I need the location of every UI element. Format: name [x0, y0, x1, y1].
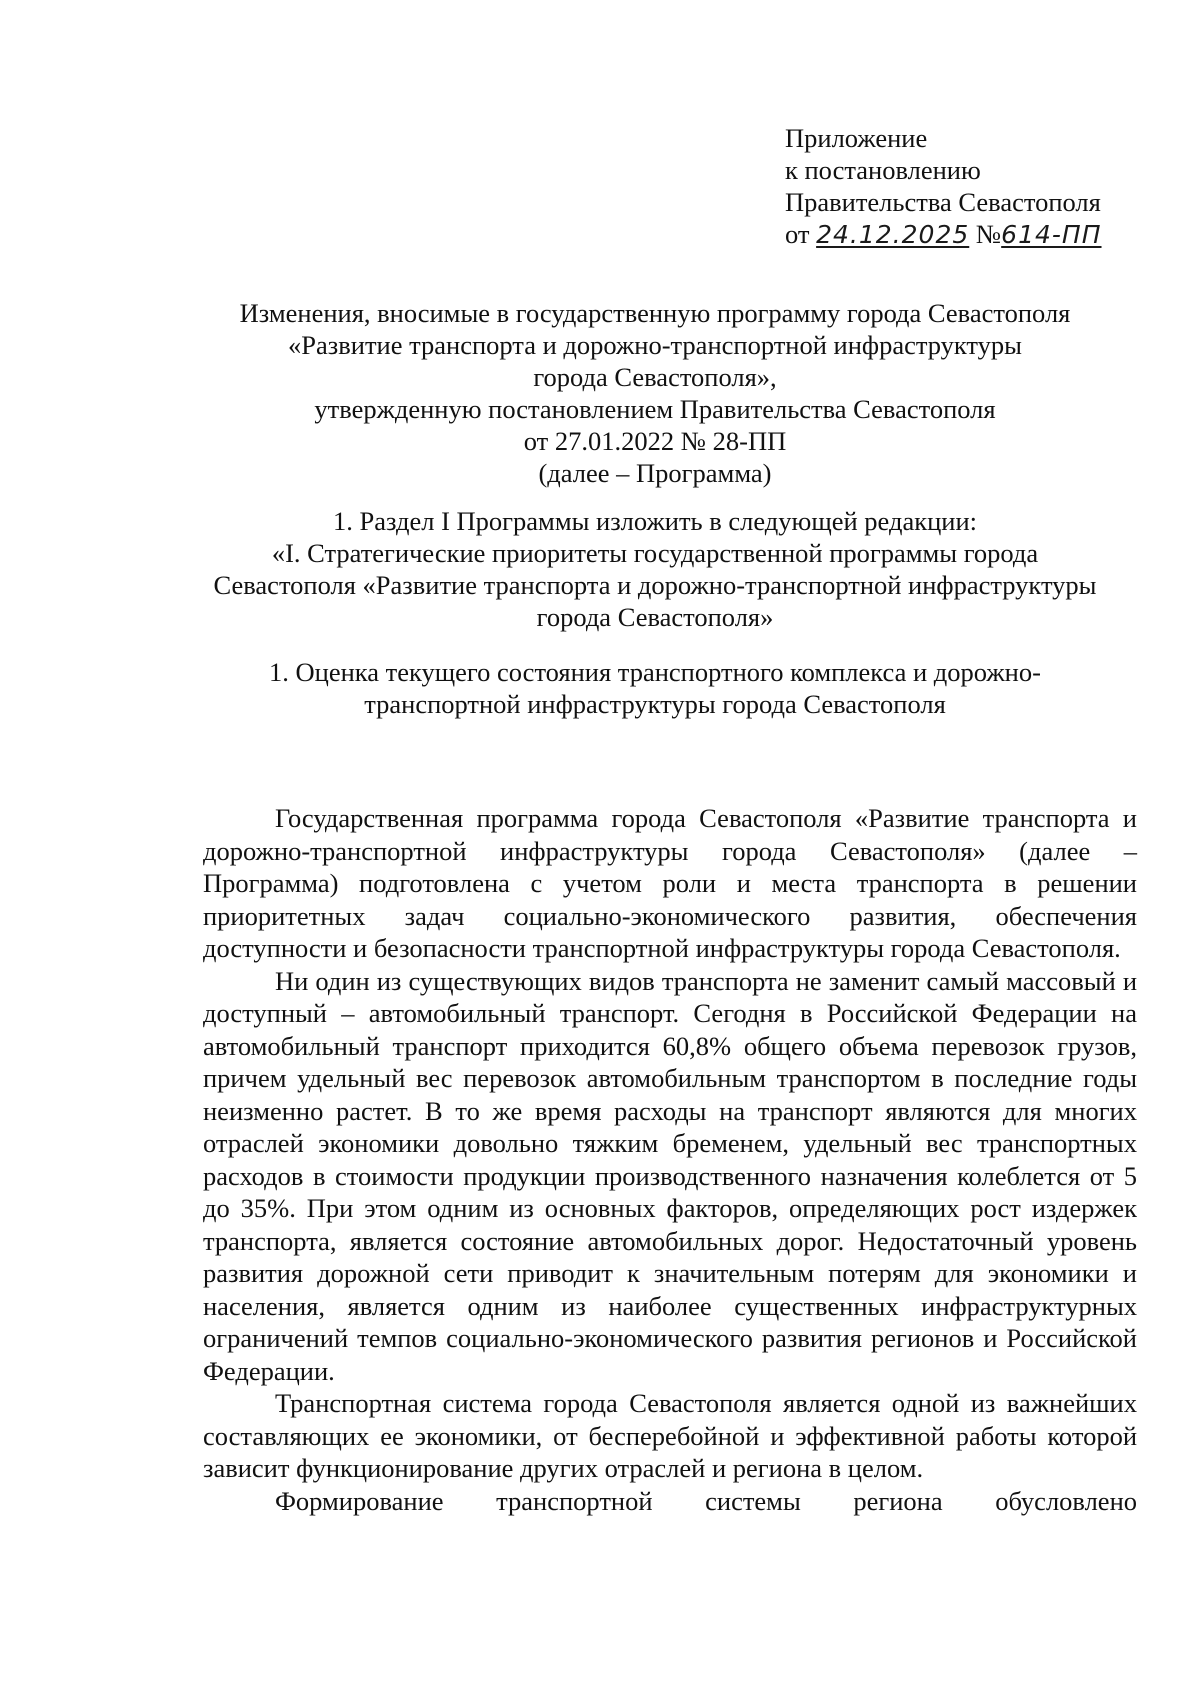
- section-heading: [200, 505, 1110, 633]
- body-paragraph: Государственная программа города Севастополя «Развитие транспорта и дорожно-транспортной инфраструктуры города Севастополя» (далее – Программа) подготовлена с учетом роли и места транспорта в решении приоритетных задач социально-экономического развития, обеспечения доступности и безопасности транспортной инфраструктуры города Севастополя.: [203, 803, 1137, 963]
- subsection-heading: [200, 656, 1110, 720]
- section-title-line: Севастополя «Развитие транспорта и дорожно-транспортной инфраструктуры: [213, 570, 1097, 600]
- approval-number-prefix: №: [975, 219, 1002, 249]
- title-line: города Севастополя»,: [533, 362, 777, 392]
- title-line: утвержденную постановлением Правительства Севастополя: [314, 394, 996, 424]
- body-paragraph: Ни один из существующих видов транспорта не заменит самый массовый и доступный – автомобильный транспорт. Сегодня в Российской Федерации на автомобильный транспорт приходится 60,8% общего объема перевозок грузов, причем удельный вес перевозок автомобильным транспортом в последние годы неизменно растет. В то же время расходы на транспорт являются для многих отраслей экономики довольно тяжким бременем, удельный вес транспортных расходов в стоимости продукции производственного назначения колеблется от 5 до 35%. При этом одним из основных факторов, определяющих рост издержек транспорта, является состояние автомобильных дорог. Недостаточный уровень развития дорожной сети приводит к значительным потерям для экономики и населения, является одним из наиболее существенных инфраструктурных ограничений темпов социально-экономического развития регионов и Российской Федерации.: [203, 965, 1137, 1386]
- subsection-line: транспортной инфраструктуры города Севастополя: [364, 689, 946, 719]
- body-paragraph: Формирование транспортной системы региона обусловлено: [275, 1485, 1137, 1516]
- section-title-line: города Севастополя»: [536, 602, 774, 632]
- subsection-line: 1. Оценка текущего состояния транспортного комплекса и дорожно-: [269, 657, 1041, 687]
- approval-number-handwritten: 614-ПП: [1001, 220, 1102, 249]
- title-line: «Развитие транспорта и дорожно-транспортной инфраструктуры: [288, 330, 1022, 360]
- title-line: (далее – Программа): [538, 458, 772, 488]
- title-line: от 27.01.2022 № 28-ПП: [523, 426, 787, 456]
- section-title-line: «I. Стратегические приоритеты государственной программы города: [271, 538, 1039, 568]
- approval-date-line: [785, 218, 1165, 251]
- body-text: [203, 802, 1137, 1517]
- approval-title: Приложение: [785, 123, 928, 153]
- document-title: [200, 297, 1110, 489]
- approval-date-handwritten: 24.12.2025: [816, 220, 970, 249]
- approval-reference: к постановлению: [785, 155, 981, 185]
- title-line: Изменения, вносимые в государственную программу города Севастополя: [239, 298, 1071, 328]
- body-paragraph: Транспортная система города Севастополя является одной из важнейших составляющих ее экономики, от бесперебойной и эффективной работы которой зависит функционирование других отраслей и региона в целом.: [203, 1388, 1137, 1483]
- approval-date-prefix: от: [785, 219, 810, 249]
- approval-authority: Правительства Севастополя: [785, 187, 1101, 217]
- approval-block: [785, 122, 1165, 251]
- section-instruction: 1. Раздел I Программы изложить в следующей редакции:: [333, 506, 977, 536]
